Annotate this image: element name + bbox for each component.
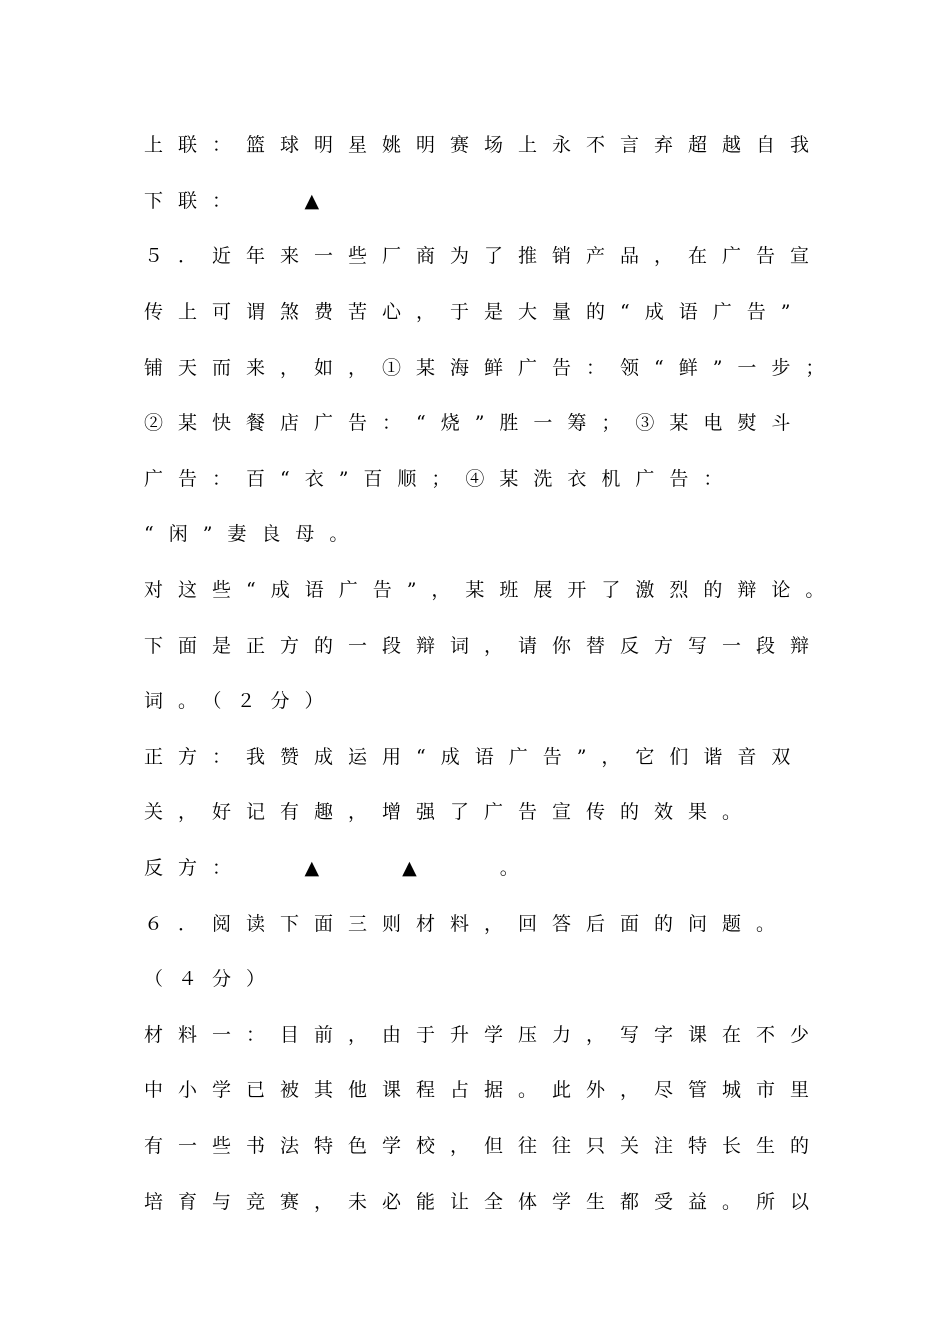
text-line: ５．近年来一些厂商为了推销产品，在广告宣 — [144, 245, 825, 267]
text-line: （４分） — [144, 968, 281, 990]
text-line: 正方：我赞成运用“成语广告”，它们谐音双 — [144, 746, 806, 768]
text-line: 培育与竞赛，未必能让全体学生都受益。所以 — [144, 1191, 825, 1213]
text-line: 广告：百“衣”百顺；④某洗衣机广告： — [144, 468, 738, 490]
text-line: 反方： ▲ ▲ 。 — [144, 857, 534, 879]
text-line: 铺天而来，如，①某海鲜广告：领“鲜”一步； — [144, 357, 840, 379]
text-line: 下联： ▲ — [144, 190, 335, 212]
text-line: ６．阅读下面三则材料，回答后面的问题。 — [144, 913, 791, 935]
text-line: 中小学已被其他课程占据。此外，尽管城市里 — [144, 1079, 825, 1101]
text-line: 关，好记有趣，增强了广告宣传的效果。 — [144, 801, 757, 823]
text-line: ②某快餐店广告：“烧”胜一筹；③某电熨斗 — [144, 412, 806, 434]
text-line: 词。（２分） — [144, 690, 339, 712]
text-line: 有一些书法特色学校，但往往只关注特长生的 — [144, 1135, 825, 1157]
text-line: “闲”妻良母。 — [144, 523, 364, 545]
text-line: 材料一：目前，由于升学压力，写字课在不少 — [144, 1024, 825, 1046]
text-line: 上联：篮球明星姚明赛场上永不言弃超越自我 — [144, 134, 825, 156]
text-line: 下面是正方的一段辩词，请你替反方写一段辩 — [144, 635, 825, 657]
text-line: 对这些“成语广告”，某班展开了激烈的辩论。 — [144, 579, 840, 601]
text-line: 传上可谓煞费苦心，于是大量的“成语广告” — [144, 301, 806, 323]
